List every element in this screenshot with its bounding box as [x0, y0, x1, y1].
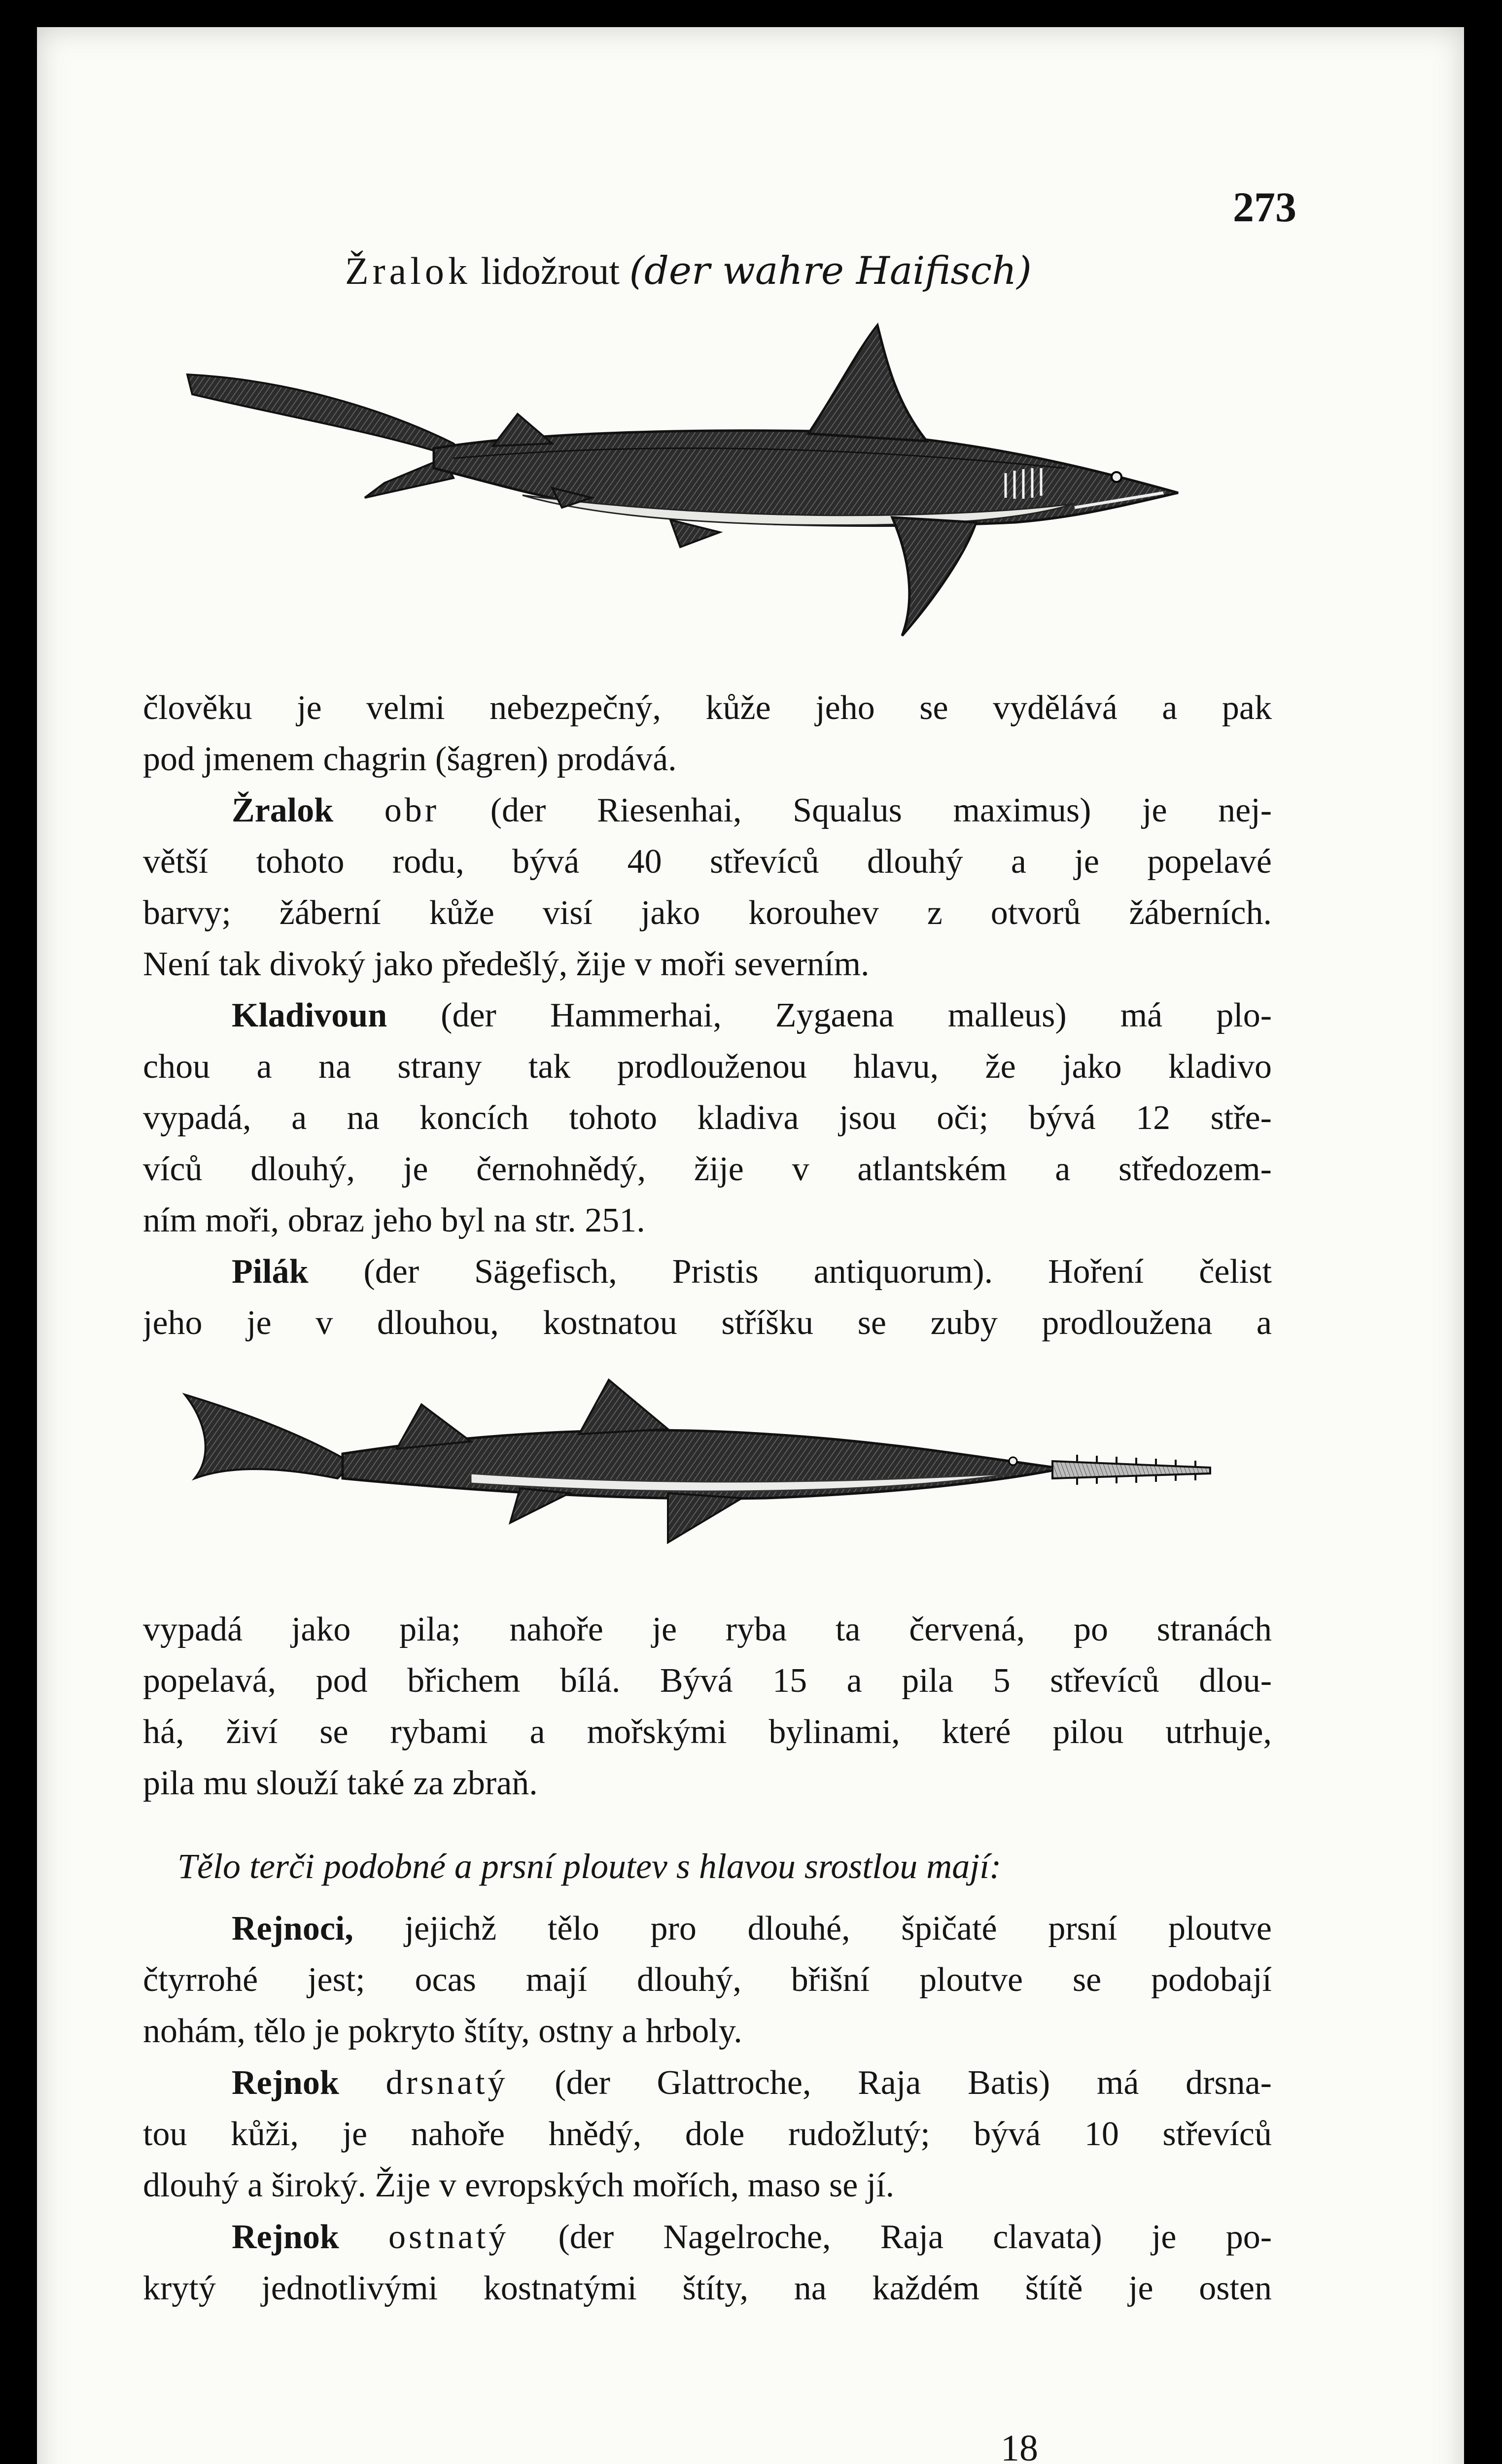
line-rest: jejichž tělo pro dlouhé, špičaté prsní ploutve — [404, 1910, 1272, 1948]
paragraph-3 — [143, 990, 1272, 1246]
paragraph-4 — [143, 1246, 1272, 1349]
lead-term: Rejnok — [232, 2064, 339, 2102]
shark-illustration — [177, 320, 1223, 675]
text-line — [143, 990, 1272, 1041]
caption-rest: lidožrout — [481, 249, 620, 292]
text-line: tou kůži, je nahoře hnědý, dole rudožlutý; bývá 10 střevíců — [143, 2115, 1272, 2153]
sawfish-body — [185, 1380, 1210, 1542]
lead-term: Rejnok — [232, 2218, 339, 2256]
line-rest: (der Sägefisch, Pristis antiquorum). Hoření čelist — [363, 1253, 1272, 1291]
lead-spaced: obr — [384, 791, 440, 829]
text-line: vypadá jako pila; nahoře je ryba ta červená, po stranách — [143, 1610, 1272, 1648]
sawfish-illustration — [175, 1335, 1220, 1611]
text-line: čtyrrohé jest; ocas mají dlouhý, břišní ploutve se podobají — [143, 1961, 1272, 1999]
text-line: jeho je v dlouhou, kostnatou stříšku se zuby prodloužena a — [143, 1304, 1272, 1342]
lead-term: Kladivoun — [232, 996, 387, 1034]
paragraph-2 — [143, 785, 1272, 990]
text-line: barvy; žáberní kůže visí jako korouhev z otvorů žáberních. — [143, 894, 1272, 932]
text-line: víců dlouhý, je černohnědý, žije v atlantském a středozem- — [143, 1150, 1272, 1188]
text-line — [143, 1903, 1272, 1954]
text-line — [143, 2057, 1272, 2109]
line-rest: (der Hammerhai, Zygaena malleus) má plo- — [441, 996, 1272, 1034]
text-line — [143, 1246, 1272, 1298]
lead-spaced: drsnatý — [385, 2064, 508, 2102]
text-line: pod jmenem chagrin (šagren) prodává. — [143, 740, 677, 778]
shark-caption — [345, 249, 1032, 293]
text-line: dlouhý a široký. Žije v evropských mořích, maso se jí. — [143, 2166, 895, 2204]
signature-mark: 18 — [1001, 2428, 1038, 2464]
paragraph-8 — [143, 2212, 1272, 2314]
text-line: há, živí se rybami a mořskými bylinami, které pilou utrhuje, — [143, 1713, 1272, 1751]
lead-term: Rejnoci, — [232, 1910, 353, 1948]
line-rest: (der Riesenhai, Squalus maximus) je nej- — [490, 791, 1272, 829]
text-line — [143, 785, 1272, 836]
paragraph-7 — [143, 2057, 1272, 2211]
text-line: větší tohoto rodu, bývá 40 střevíců dlouhý a je popelavé — [143, 843, 1272, 881]
paragraph-6 — [143, 1903, 1272, 2057]
text-line: člověku je velmi nebezpečný, kůže jeho se vydělává a pak — [143, 689, 1272, 727]
text-line: ním moři, obraz jeho byl na str. 251. — [143, 1201, 645, 1239]
paragraph-1 — [143, 683, 1272, 785]
text-line: Není tak divoký jako předešlý, žije v moři severním. — [143, 945, 870, 983]
page-number: 273 — [1233, 183, 1296, 231]
text-line: pila mu slouží také za zbraň. — [143, 1764, 538, 1802]
line-rest: (der Glattroche, Raja Batis) má drsna- — [555, 2064, 1272, 2102]
line-rest: (der Nagelroche, Raja clavata) je po- — [558, 2218, 1272, 2256]
caption-german: (der wahre Haifisch) — [629, 249, 1032, 293]
text-line — [143, 2212, 1272, 2263]
lead-term: Žralok — [232, 791, 334, 829]
lead-term: Pilák — [232, 1253, 309, 1291]
shark-body — [187, 325, 1178, 636]
text-line: nohám, tělo je pokryto štíty, ostny a hrboly. — [143, 2012, 742, 2050]
paragraph-5 — [143, 1604, 1272, 1809]
section-heading: Tělo terči podobné a prsní ploutev s hlavou srostlou mají: — [177, 1847, 1002, 1886]
caption-name: Žralok — [345, 249, 471, 292]
lead-spaced: ostnatý — [388, 2218, 509, 2256]
text-line: krytý jednotlivými kostnatými štíty, na každém štítě je osten — [143, 2269, 1272, 2307]
text-line: popelavá, pod břichem bílá. Bývá 15 a pila 5 střevíců dlou- — [143, 1662, 1272, 1700]
text-line: vypadá, a na koncích tohoto kladiva jsou oči; bývá 12 stře- — [143, 1099, 1272, 1137]
text-line: chou a na strany tak prodlouženou hlavu, že jako kladivo — [143, 1048, 1272, 1086]
